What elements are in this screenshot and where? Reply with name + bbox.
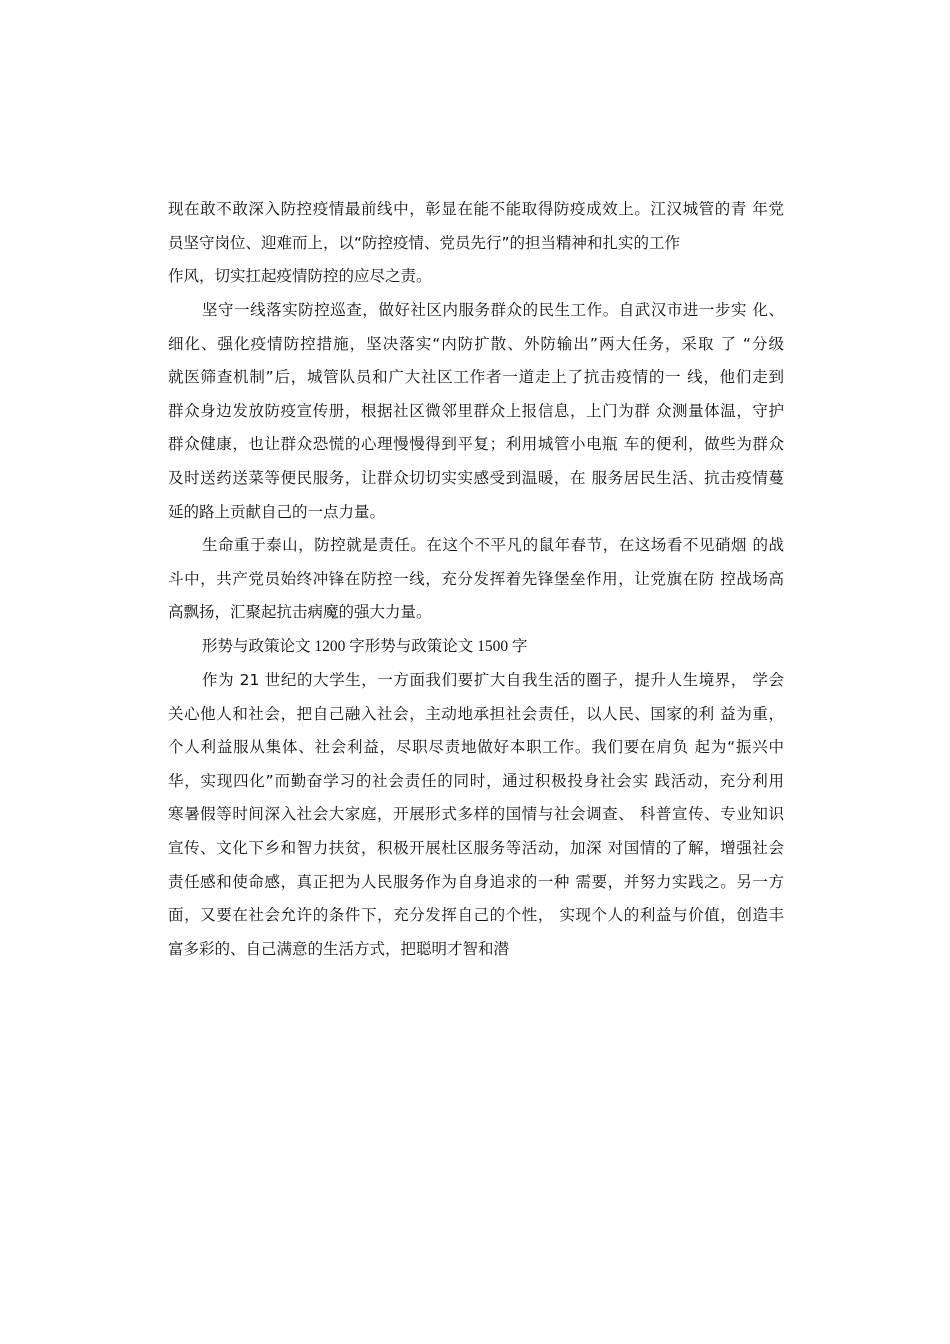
- paragraph-line: 个人利益服从集体、社会利益，尽职尽责地做好本职工作。我们要在肩负 起为“振兴中: [168, 738, 784, 757]
- paragraph-line: 作风，切实扛起疫情防控的应尽之责。: [168, 267, 432, 286]
- paragraph-line: 富多彩的、自己满意的生活方式，把聪明才智和潜: [168, 939, 510, 958]
- paragraph-line: 延的路上贡献自己的一点力量。: [168, 502, 386, 521]
- paragraph-1: [168, 193, 784, 294]
- paragraph-line: 现在敢不敢深入防控疫情最前线中，彰显在能不能取得防疫成效上。江汉城管的青 年党: [168, 200, 784, 218]
- paragraph-line: 宣传、文化下乡和智力扶贫，积极开展杜区服务等活动，加深 对国情的了解，增强社会: [168, 838, 784, 857]
- paragraph-line: 及时送药送菜等便民服务，让群众切切实实感受到温暖，在 服务居民生活、抗击疫情蔓: [168, 468, 784, 487]
- paragraph-line: 坚守一线落实防控巡查，做好社区内服务群众的民生工作。自武汉市进一步实 化、: [202, 301, 784, 319]
- section-heading: [168, 630, 784, 664]
- heading-line: 形势与政策论文 1200 字形势与政策论文 1500 字: [202, 638, 528, 655]
- paragraph-line: 寒暑假等时间深入社会大家庭，开展形式多样的国情与社会调查、 科普宣传、专业知识: [168, 805, 784, 824]
- paragraph-line: 斗中，共产党员始终冲锋在防控一线，充分发挥着先锋堡垒作用，让党旗在防 控战场高: [168, 569, 784, 588]
- paragraph-line: 作为 21 世纪的大学生，一方面我们要扩大自我生活的圈子，提升人生境界， 学会: [202, 671, 784, 689]
- paragraph-line: 群众健康，也让群众恐慌的心理慢慢得到平复；利用城管小电瓶 车的便利，做些为群众: [168, 435, 784, 454]
- paragraph-line: 员坚守岗位、迎难而上，以“防控疫情、党员先行”的担当精神和扎实的工作: [168, 233, 681, 252]
- paragraph-3: [168, 529, 784, 630]
- paragraph-line: 面，又要在社会允许的条件下，充分发挥自己的个性， 实现个人的利益与价值，创造丰: [168, 906, 784, 925]
- paragraph-line: 高飘扬，汇聚起抗击病魔的强大力量。: [168, 603, 432, 622]
- paragraph-2: [168, 294, 784, 529]
- paragraph-line: 细化、强化疫情防控措施，坚决落实“内防扩散、外防输出”两大任务，采取 了 “分级: [168, 334, 784, 353]
- paragraph-line: 群众身边发放防疫宣传册，根据社区微邻里群众上报信息，上门为群 众测量体温，守护: [168, 401, 784, 420]
- paragraph-line: 关心他人和社会，把自己融入社会，主动地承担社会责任，以人民、国家的利 益为重，: [168, 704, 784, 723]
- paragraph-5: [168, 664, 784, 966]
- paragraph-line: 责任感和使命感，真正把为人民服务作为自身追求的一种 需要，并努力实践之。另一方: [168, 872, 784, 891]
- paragraph-line: 生命重于泰山，防控就是责任。在这个不平凡的鼠年春节，在这场看不见硝烟 的战: [202, 536, 784, 554]
- paragraph-line: 就医筛查机制”后，城管队员和广大社区工作者一道走上了抗击疫情的一 线，他们走到: [168, 368, 784, 387]
- paragraph-line: 华，实现四化”而勤奋学习的社会责任的同时，通过积极投身社会实 践活动，充分利用: [168, 771, 784, 790]
